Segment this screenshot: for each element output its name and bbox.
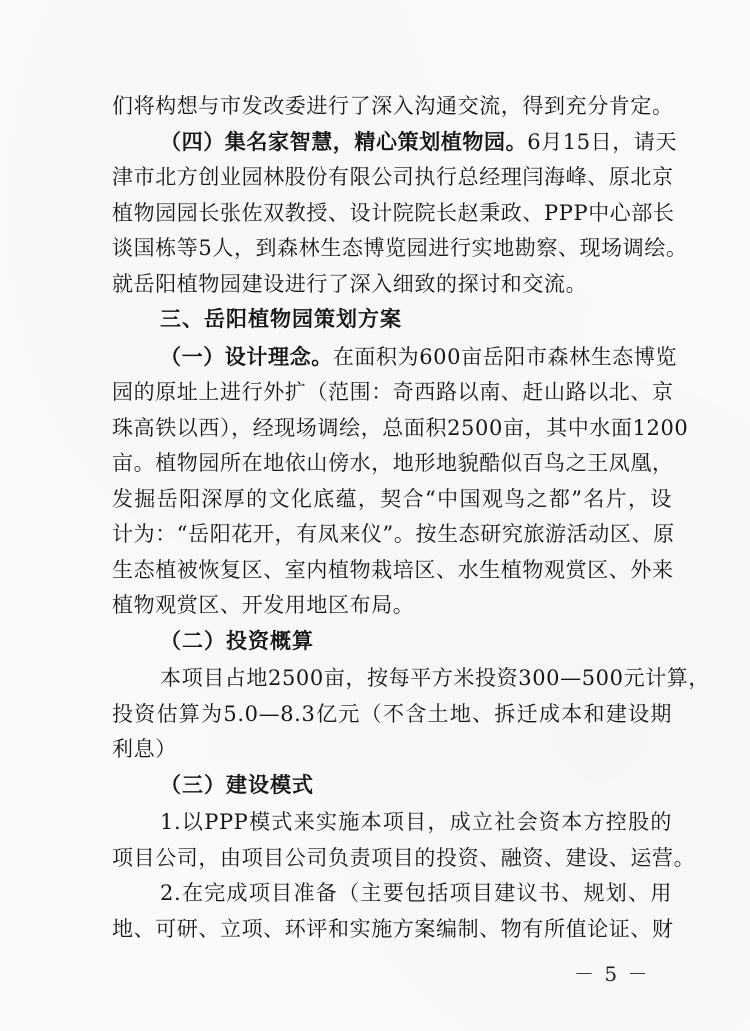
- subsection-3-heading: （三）建设模式: [160, 773, 314, 798]
- subsection-2-heading: （二）投资概算: [160, 629, 314, 654]
- page-number: － 5 －: [574, 962, 650, 986]
- paragraph-line: [160, 341, 678, 373]
- section-4-lead: （四）集名家智慧，精心策划植物园。: [160, 128, 528, 154]
- paragraph-line: 植物园园长张佐双教授、设计院院长赵秉政、PPP中心部长: [112, 200, 675, 225]
- paragraph-line: 谈国栋等5人，到森林生态博览园进行实地勘察、现场调绘。: [112, 236, 688, 261]
- subsection-1-text: 在面积为600亩岳阳市森林生态博览: [332, 344, 678, 369]
- paragraph-line: 们将构想与市发改委进行了深入沟通交流，得到充分肯定。: [112, 94, 674, 118]
- paragraph-line: 就岳阳植物园建设进行了深入细致的探讨和交流。: [112, 271, 588, 296]
- paragraph-line: 本项目占地2500亩，按每平方米投资300—500元计算，: [160, 666, 711, 691]
- paragraph-line: 生态植被恢复区、室内植物栽培区、水生植物观赏区、外来: [112, 557, 674, 582]
- paragraph-line: 利息）: [112, 737, 177, 762]
- paragraph-line: 发掘岳阳深厚的文化底蕴，契合“中国观鸟之都”名片，设: [112, 486, 672, 511]
- subsection-1-lead: （一）设计理念。: [160, 343, 333, 369]
- paragraph-line: 投资估算为5.0—8.3亿元（不含土地、拆迁成本和建设期: [112, 701, 672, 726]
- paragraph-line: 地、可研、立项、环评和实施方案编制、物有所值论证、财: [112, 917, 674, 941]
- paragraph-line: 亩。植物园所在地依山傍水，地形地貌酷似百鸟之王凤凰，: [112, 451, 674, 476]
- paragraph-line: 植物观赏区、开发用地区布局。: [112, 593, 415, 618]
- section-4-text: 6月15日，请天: [527, 129, 678, 154]
- paragraph-line: 计为：“岳阳花开，有凤来仪”。按生态研究旅游活动区、原: [112, 522, 675, 547]
- paragraph-line: 珠高铁以西），经现场调绘，总面积2500亩，其中水面1200: [112, 415, 689, 440]
- paragraph-line: 项目公司，由项目公司负责项目的投资、融资、建设、运营。: [112, 845, 696, 870]
- paragraph-line: 2.在完成项目准备（主要包括项目建议书、规划、用: [160, 881, 672, 906]
- paragraph-line: 园的原址上进行外扩（范围：奇西路以南、赶山路以北、京: [112, 380, 674, 405]
- paragraph-line: 津市北方创业园林股份有限公司执行总经理闫海峰、原北京: [112, 165, 674, 190]
- paragraph-line: [160, 126, 678, 158]
- section-heading: 三、岳阳植物园策划方案: [160, 307, 402, 332]
- paragraph-line: 1.以PPP模式来实施本项目，成立社会资本方控股的: [160, 810, 672, 835]
